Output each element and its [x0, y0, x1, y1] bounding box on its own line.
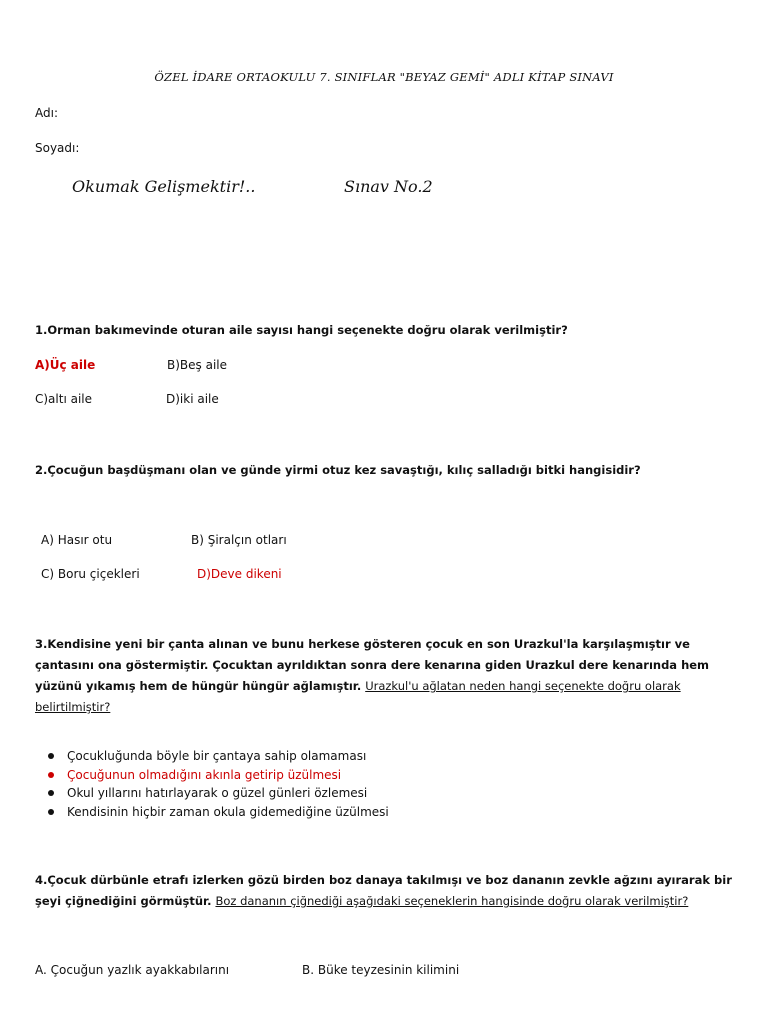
question-4-prompt: Boz dananın çiğnediği aşağıdaki seçeneklerin hangisinde doğru olarak verilmiştir? — [215, 894, 689, 908]
question-2: 2.Çocuğun başdüşmanı olan ve günde yirmi otuz kez savaştığı, kılıç salladığı bitki hangisidir? — [35, 463, 641, 477]
q3-option-list — [48, 747, 728, 821]
bullet-icon — [48, 772, 54, 778]
question-4-text: 4.Çocuk dürbünle etrafı izlerken gözü birden boz danaya takılmışı ve boz dananın zevkle ağzını ayırarak bir şeyi çiğnediğini görmüştür. — [35, 873, 732, 908]
q2-option-b: B) Şiralçın otları — [191, 533, 287, 547]
surname-field-label: Soyadı: — [35, 141, 80, 155]
exam-title: ÖZEL İDARE ORTAOKULU 7. SINIFLAR "BEYAZ GEMİ" ADLI KİTAP SINAVI — [154, 70, 614, 84]
bullet-icon — [48, 790, 54, 796]
question-3-prompt: Urazkul'u ağlatan neden hangi seçenekte doğru olarak belirtilmiştir? — [35, 679, 681, 714]
q4-option-b: B. Büke teyzesinin kilimini — [302, 963, 460, 977]
question-3 — [35, 634, 735, 718]
name-field-label: Adı: — [35, 106, 58, 120]
q3-option-1: Çocukluğunda böyle bir çantaya sahip olamaması — [48, 747, 728, 766]
q4-option-a: A. Çocuğun yazlık ayakkabılarını — [35, 963, 230, 977]
motto: Okumak Gelişmektir!.. — [72, 177, 256, 196]
question-3-text: 3.Kendisine yeni bir çanta alınan ve bunu herkese gösteren çocuk en son Urazkul'la karşılaşmıştır ve çantasını ona göstermiştir. Çocuktan ayrıldıktan sonra dere kenarına giden Urazkul dere kenarında hem yüzünü yıkamış hem de hüngür hüngür ağlamıştır. — [35, 637, 710, 693]
q2-option-d: D)Deve dikeni — [197, 567, 282, 581]
q2-option-c: C) Boru çiçekleri — [41, 567, 140, 581]
q1-option-a: A)Üç aile — [35, 358, 96, 372]
q3-option-2: Çocuğunun olmadığını akınla getirip üzülmesi — [48, 766, 728, 785]
bullet-icon — [48, 809, 54, 815]
q1-option-c: C)altı aile — [35, 392, 93, 406]
q2-option-a: A) Hasır otu — [41, 533, 113, 547]
q1-option-d: D)iki aile — [166, 392, 219, 406]
q3-option-4: Kendisinin hiçbir zaman okula gidemediğine üzülmesi — [48, 803, 728, 822]
question-1: 1.Orman bakımevinde oturan aile sayısı hangi seçenekte doğru olarak verilmiştir? — [35, 323, 568, 337]
question-4 — [35, 870, 735, 912]
exam-number: Sınav No.2 — [344, 177, 433, 196]
q3-option-3: Okul yıllarını hatırlayarak o güzel günleri özlemesi — [48, 784, 728, 803]
bullet-icon — [48, 753, 54, 759]
q1-option-b: B)Beş aile — [167, 358, 227, 372]
